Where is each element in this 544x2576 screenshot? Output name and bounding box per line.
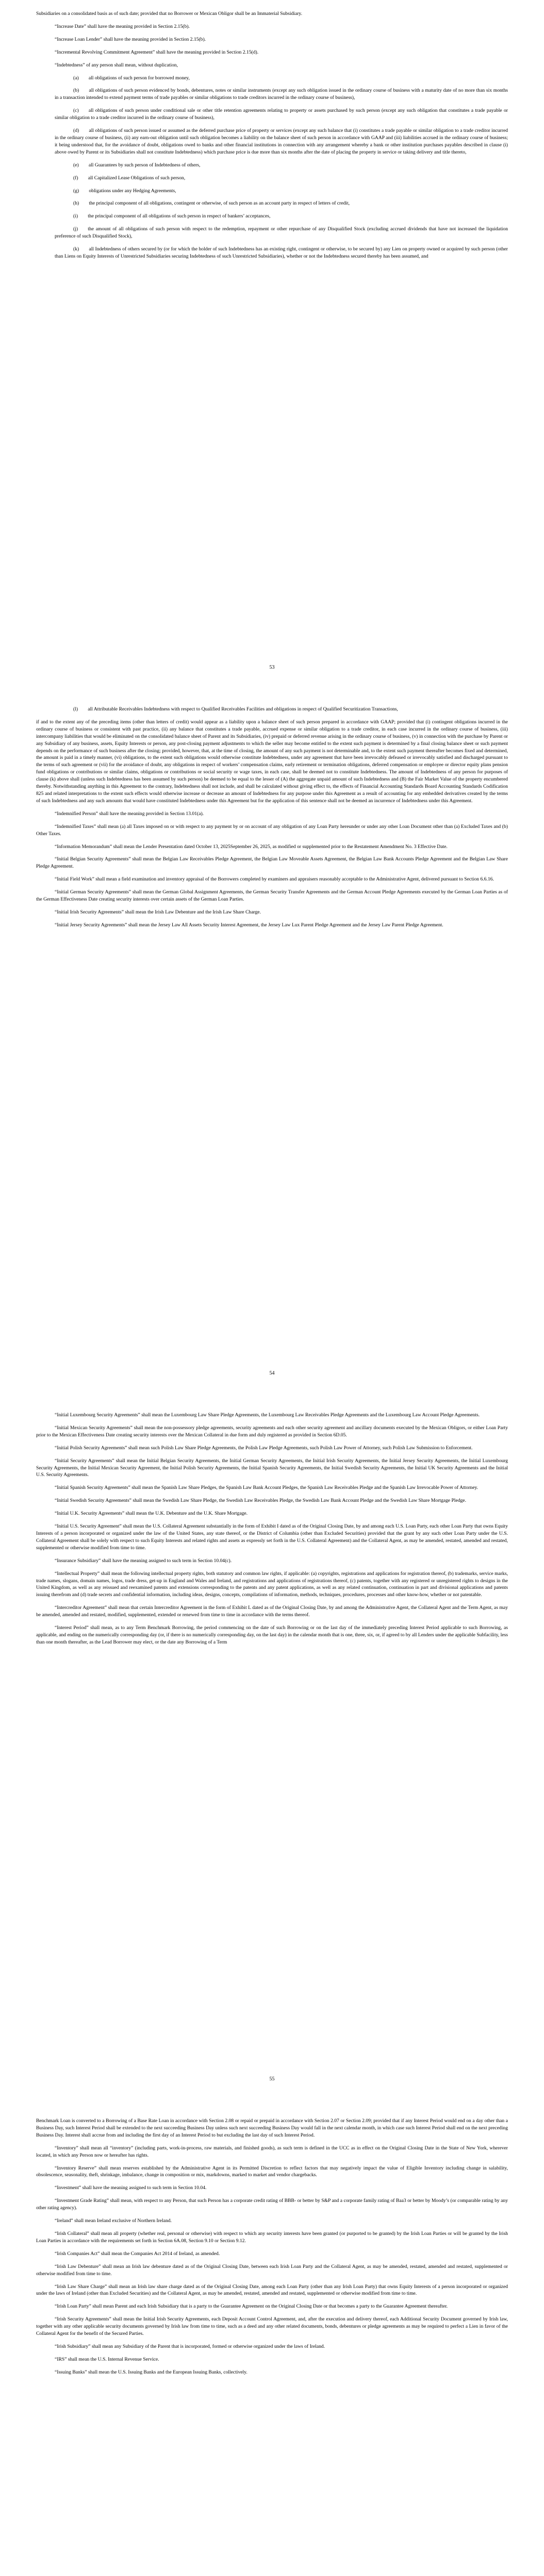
paragraph: (h) the principal component of all obligations, contingent or otherwise, of such person as an account party in respect of letters of credit, [73,200,350,207]
paragraph: “Intercreditor Agreement” shall mean that certain Intercreditor Agreement in the form of Exhibit L dated as of the Original Closing Date, by and among the Administrative Agent, the Collateral Agent and the Term Agent, as may be amended, amended and restated, modified, supplemented, extended or renewed from time to time in accordance with the terms thereof. [36,1605,508,1618]
paragraph: “Increase Loan Lender” shall have the meaning provided in Section 2.15(b). [55,36,206,42]
paragraph: “Intellectual Property” shall mean the following intellectual property rights, both statutory and common law rights, if applicable: (a) copyrights, registrations and applications for registration thereof, (b) trademarks, service marks, trade names, slogans, domain names, logos, trade dress, get-up in England and Wales and Ireland, and registrations and applications of registrations thereof, (c) patents, together with any registered or unregistered rights to designs in the United Kingdom, as well as any reissued and reexamined patents and extensions corresponding to the patents and any patent applications, as well as any related continuation, continuation in part and divisional applications and patents issuing therefrom and (d) trade secrets and confidential information, including ideas, designs, concepts, compilations of information, methods, techniques, procedures, processes and other know-how, whether or not patentable. [36,1570,508,1598]
paragraph: (c) all obligations of such person under conditional sale or other title retention agreements relating to property or assets purchased by such person (except any such obligation that constitutes a trade payable or similar obligation to a trade creditor incurred in the ordinary course of business), [55,108,508,121]
paragraph: “Insurance Subsidiary” shall have the meaning assigned to such term in Section 10.04(c). [55,1557,232,1564]
paragraph: (e) all Guarantees by such person of Indebtedness of others, [73,162,201,168]
page-56 [36,2117,508,2382]
paragraph: “Incremental Revolving Commitment Agreement” shall have the meaning provided in Section 2.15(d). [55,49,259,55]
paragraph: “Initial Field Work” shall mean a field examination and inventory appraisal of the Borrowers completed by examiners and appraisers reasonably acceptable to the Administrative Agent, delivered pursuant to Section 6.6.16. [55,876,494,883]
paragraph: “Initial Luxembourg Security Agreements” shall mean the Luxembourg Law Share Pledge Agreements, the Luxembourg Law Receivables Pledge Agreements and the Luxembourg Law Account Pledge Agreements. [55,1412,480,1418]
paragraph: “Initial U.S. Security Agreement” shall mean the U.S. Collateral Agreement substantially in the form of Exhibit I dated as of the Original Closing Date, by and among each U.S. Loan Party, each other Loan Party that owns Equity Interests of a person incorporated or organized under the law of the United States, any state thereof, or the District of Columbia (other than Excluded Securities) provided that the grant by any such other Loan Party under the U.S. Collateral Agreement shall be solely with respect to such Equity Interests and related rights and assets as expressly set forth in the U.S. Collateral Agreement) and the Collateral Agent, as may be amended, restated, amended and restated, supplemented or otherwise modified from time to time. [36,1523,508,1551]
paragraph: “Indebtedness” of any person shall mean, without duplication, [55,62,178,68]
paragraph: “Ireland” shall mean Ireland exclusive of Northern Ireland. [55,2218,172,2224]
paragraph: “Irish Security Agreements” shall mean the Initial Irish Security Agreements, each Deposit Account Control Agreement, and, after the execution and delivery thereof, each Additional Security Document governed by Irish law, together with any other applicable security documents governed by Irish law from time to time, such as a deed and any other related documents, bonds, debentures or pledge agreements as may be required to perfect a Lien in favor of the Collateral Agent for the benefit of the Secured Parties. [36,2316,508,2337]
paragraph: (f) all Capitalized Lease Obligations of such person, [73,175,186,181]
paragraph: “Initial Polish Security Agreements” shall mean such Polish Law Share Pledge Agreements, the Polish Law Pledge Agreements, such Polish Law Power of Attorney, such Polish Law Submission to Enforcement. [55,1445,473,1451]
paragraph: “Initial Irish Security Agreements” shall mean the Irish Law Debenture and the Irish Law Share Charge. [55,909,261,915]
page-53 [36,10,508,266]
paragraph: (a) all obligations of such person for borrowed money, [73,75,190,81]
paragraph: “Initial Swedish Security Agreements” shall mean the Swedish Law Share Pledge, the Swedish Law Receivables Pledge, the Swedish Law Bank Account Pledge and the Swedish Law Share Mortgage Pledge. [55,1498,466,1504]
paragraph: (b) all obligations of such person evidenced by bonds, debentures, notes or similar instruments (except any such obligation issued in the ordinary course of business with a maturity date of no more than six months in a transaction intended to extend payment terms of trade payables or similar obligations to trade creditors incurred in the ordinary course of business), [55,88,508,101]
paragraph: “Interest Period” shall mean, as to any Term Benchmark Borrowing, the period commencing on the date of such Borrowing or on the last day of the immediately preceding Interest Period applicable to such Borrowing, as applicable, and ending on the numerically corresponding day (or, if there is no numerically corresponding day, on the last day) in the calendar month that is one, three, six, or, if agreed to by all Lenders under the applicable Subfacility, less than one month thereafter, as the Lead Borrower may elect, or the date any Borrowing of a Term [36,1625,508,1645]
paragraph: (k) all Indebtedness of others secured by (or for which the holder of such Indebtedness has an existing right, contingent or otherwise, to be secured by) any Lien on property owned or acquired by such person (other than Liens on Equity Interests of Unrestricted Subsidiaries securing Indebtedness of such Unrestricted Subsidiaries), whether or not the Indebtedness secured thereby has been assumed, and [55,246,508,259]
paragraph: “Irish Law Debenture” shall mean an Irish law debenture dated as of the Original Closing Date, between each Irish Loan Party and the Collateral Agent, as may be amended, restated, amended and restated, supplemented or otherwise modified from time to time. [36,2263,508,2277]
paragraph: “Investment” shall have the meaning assigned to such term in Section 10.04. [55,2185,207,2191]
paragraph: “Issuing Banks” shall mean the U.S. Issuing Banks and the European Issuing Banks, collectively. [55,2369,248,2375]
paragraph: Benchmark Loan is converted to a Borrowing of a Base Rate Loan in accordance with Section 2.08 or repaid or prepaid in accordance with Section 2.07 or Section 2.09; provided that if any Interest Period would end on a day other than a Business Day, such Interest Period shall be extended to the next succeeding Business Day unless such next succeeding Business Day would fall in the next calendar month, in which case such Interest Period shall end on the next preceding Business Day. Interest shall accrue from and including the first day of an Interest Period to but excluding the last day of such Interest Period. [36,2118,508,2138]
paragraph: “Irish Loan Party” shall mean Parent and each Irish Subsidiary that is a party to the Guarantee Agreement on the Original Closing Date or that becomes a party to the Guarantee Agreement thereafter. [55,2303,448,2310]
paragraph: “Inventory Reserve” shall mean reserves established by the Administrative Agent in its Permitted Discretion to reflect factors that may negatively impact the value of Eligible Inventory including change in salability, obsolescence, seasonality, theft, shrinkage, imbalance, change in composition or mix, markdowns, marked to market and vendor chargebacks. [36,2165,508,2178]
paragraph: “Information Memorandum” shall mean the Lender Presentation dated October 13, 2025September 26, 2025, as modified or supplemented prior to the Restatement Amendment No. 3 Effective Date. [55,843,448,850]
paragraph: “Irish Subsidiary” shall mean any Subsidiary of the Parent that is incorporated, formed or otherwise organized under the laws of Ireland. [55,2343,325,2349]
paragraph: “Indemnified Person” shall have the meaning provided in Section 13.01(a). [55,810,204,817]
paragraph: “Initial Spanish Security Agreements” shall mean the Spanish Law Share Pledges, the Spanish Law Bank Account Pledges, the Spanish Law Receivables Pledge and the Spanish Law Irrevocable Power of Attorney. [55,1485,479,1491]
page-54 [36,706,508,935]
paragraph: (i) the principal component of all obligations of such person in respect of bankers’ acceptances, [73,213,271,219]
paragraph: (j) the amount of all obligations of such person with respect to the redemption, repayment or other repurchase of any Disqualified Stock (excluding accrued dividends that have not increased the liquidation preference of such Disqualified Stock), [55,226,508,240]
page-number: 53 [269,665,275,670]
paragraph: “Increase Date” shall have the meaning provided in Section 2.15(b). [55,23,190,29]
paragraph: “Initial Jersey Security Agreements” shall mean the Jersey Law All Assets Security Interest Agreement, the Jersey Law Lux Parent Pledge Agreement and the Jersey Law Parent Pledge Agreement. [55,922,443,928]
paragraph: (l) all Attributable Receivables Indebtedness with respect to Qualified Receivables Facilities and obligations in respect of Qualified Securitization Transactions, [73,706,398,712]
page-number: 54 [269,1370,275,1376]
paragraph: “Irish Law Share Charge” shall mean an Irish law share charge dated as of the Original Closing Date, among each Loan Party (other than any Irish Loan Party) that owns Equity Interests of a person incorporated or organized under the laws of Ireland (other than Excluded Securities) and the Collateral Agent, as may be amended, restated, amended and restated, supplemented or otherwise modified from time to time. [36,2283,508,2297]
paragraph: “Inventory” shall mean all “inventory” (including parts, work-in-process, raw materials, and finished goods), as such term is defined in the UCC as in effect on the Original Closing Date in the State of New York, wherever located, in which any Person now or hereafter has rights. [36,2145,508,2158]
paragraph: “Investment Grade Rating” shall mean, with respect to any Person, that such Person has a corporate credit rating of BBB- or better by S&P and a corporate family rating of Baa3 or better by Moody’s (or comparable rating by any other rating agency). [36,2198,508,2211]
paragraph: “Irish Collateral” shall mean all property (whether real, personal or otherwise) with respect to which any security interests have been granted (or purported to be granted) by the Irish Loan Parties or will be granted by the Irish Loan Parties in accordance with the requirements set forth in Section 6A.08, Section 9.10 or Section 9.12. [36,2230,508,2244]
paragraph: “Indemnified Taxes” shall mean (a) all Taxes imposed on or with respect to any payment by or on account of any obligation of any Loan Party hereunder or under any other Loan Document other than (a) Excluded Taxes and (b) Other Taxes. [36,823,508,837]
paragraph: “Initial Mexican Security Agreements” shall mean the non-possessory pledge agreements, security agreements and each other security agreement and ancillary documents executed by the Mexican Obligors, or either Loan Party prior to the Mexican Effectiveness Date creating security interests over the Mexican Collateral in due form and duly registered as provided in Section 6D.05. [36,1425,508,1438]
page-55 [36,1412,508,1652]
paragraph: “Initial German Security Agreements” shall mean the German Global Assignment Agreements, the German Security Transfer Agreements and the German Account Pledge Agreements executed by the German Loan Parties as of the German Effectiveness Date creating security interests over certain assets of the German Loan Parties. [36,889,508,903]
paragraph: if and to the extent any of the preceding items (other than letters of credit) would appear as a liability upon a balance sheet of such person prepared in accordance with GAAP; provided that (i) contingent obligations incurred in the ordinary course of business or consistent with past practice, (ii) any balance that constitutes a trade payable, accrued expense or similar obligation to a trade creditor, in each case incurred in the ordinary course of business, (iii) intercompany liabilities that would be eliminated on the consolidated balance sheet of Parent and its Subsidiaries, (iv) prepaid or deferred revenue arising in the ordinary course of business, (v) in connection with the purchase by Parent or any Subsidiary of any business, assets, Equity Interests or person, any post-closing payment adjustments to which the seller may become entitled to the extent such payment is determined by a final closing balance sheet or such payment depends on the performance of such business after the closing; provided, however, that, at the time of closing, the amount of any such payment is not determinable and, to the extent such payment thereafter becomes fixed and determined, the amount is paid in a timely manner, (vi) obligations, to the extent such obligations would otherwise constitute Indebtedness, under any agreement that have been irrevocably defeased or irrevocably satisfied and discharged pursuant to the terms of such agreement or (vii) for the avoidance of doubt, any obligations in respect of workers’ compensation claims, early retirement or termination obligations, deferred compensation or employee or director equity plans pension fund obligations or contributions or similar claims, obligations or contributions or social security or wage taxes, in each case, shall be deemed not to constitute Indebtedness. The amount of Indebtedness of any person for purposes of clause (k) above shall (unless such Indebtedness has been assumed by such person) be deemed to be equal to the lesser of (A) the aggregate unpaid amount of such Indebtedness and (B) the Fair Market Value of the property encumbered thereby. Notwithstanding anything in this Agreement to the contrary, Indebtedness shall not include, and shall be calculated without giving effect to, the effects of Financial Accounting Standards Board Accounting Standards Codification 825 and related interpretations to the extent such effects would otherwise increase or decrease an amount of Indebtedness for any purpose under this Agreement as a result of accounting for any embedded derivatives created by the terms of such Indebtedness and any such amounts that would have constituted Indebtedness under this Agreement but for the application of this sentence shall not be deemed an incurrence of Indebtedness under this Agreement. [36,719,508,804]
paragraph: (d) all obligations of such person issued or assumed as the deferred purchase price of property or services (except any such balance that (i) constitutes a trade payable or similar obligation to a trade creditor incurred in the ordinary course of business, (ii) any earn-out obligation until such obligation becomes a liability on the balance sheet of such person in accordance with GAAP and (iii) liabilities accrued in the ordinary course of business; it being understood that, for the avoidance of doubt, obligations owed to banks and other financial institutions in connection with any arrangement whereby a bank or other institution purchases payables described in clause (i) above owed by Parent or its Subsidiaries shall not constitute Indebtedness) which purchase price is due more than six months after the date of placing the property in service or taking delivery and title thereto, [55,128,508,155]
paragraph: “Initial Security Agreements” shall mean the Initial Belgian Security Agreements, the Initial German Security Agreements, the Initial Irish Security Agreements, the Initial Jersey Security Agreements, the Initial Luxembourg Security Agreements, the Initial Mexican Security Agreement, the Initial Polish Security Agreements, the Initial Spanish Security Agreements, the Initial Swedish Security Agreements, the Initial UK Security Agreements and the Initial U.S. Security Agreements. [36,1458,508,1478]
page-number: 55 [269,2076,275,2082]
paragraph: “IRS” shall mean the U.S. Internal Revenue Service. [55,2356,159,2362]
paragraph: “Irish Companies Act” shall mean the Companies Act 2014 of Ireland, as amended. [55,2250,220,2257]
paragraph: “Initial U.K. Security Agreements” shall mean the U.K. Debenture and the U.K. Share Mortgage. [55,1511,248,1517]
paragraph: Subsidiaries on a consolidated basis as of such date; provided that no Borrower or Mexican Obligor shall be an Immaterial Subsidiary. [36,11,302,16]
paragraph: “Initial Belgian Security Agreements” shall mean the Belgian Law Receivables Pledge Agreement, the Belgian Law Moveable Assets Agreement, the Belgian Law Bank Accounts Pledge Agreement and the Belgian Law Share Pledge Agreement. [36,856,508,870]
paragraph: (g) obligations under any Hedging Agreements, [73,188,176,194]
